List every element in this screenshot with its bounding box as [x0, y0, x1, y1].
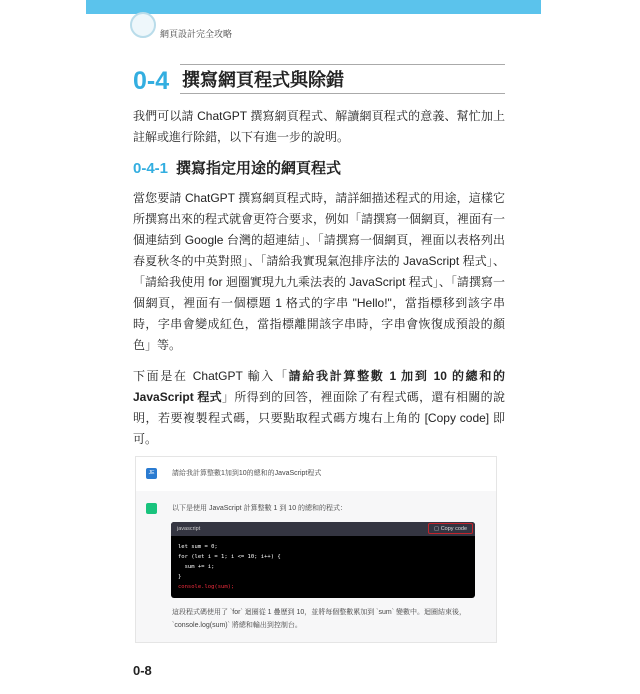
- subsection-heading: [133, 158, 505, 180]
- answer-explanation: 這段程式碼使用了 `for` 迴圈從 1 疊歷到 10，並將每個整數累加到 `sum` 變數中。迴圈結束後，`console.log(sum)` 將總和輸出到控制台。: [172, 609, 467, 629]
- copy-code-label: Copy code: [440, 526, 467, 532]
- code-line: sum += i;: [178, 564, 215, 570]
- user-message: [136, 457, 496, 491]
- code-header: [171, 522, 475, 536]
- code-line: }: [178, 574, 182, 580]
- text: 」所得到的回答，裡面除了有程式碼，還有相關的說明，若要複製程式碼，只要點取程式碼方塊右上角的 [Copy code] 即可。: [133, 390, 505, 446]
- chatgpt-logo-icon: [146, 503, 157, 514]
- body-paragraph: 當您要請 ChatGPT 撰寫網頁程式時，請詳細描述程式的用途，這樣它所撰寫出來的程式就會更符合要求，例如「請撰寫一個網頁，裡面有一個連結到 Google 台灣的超連結」、「請撰寫一個網頁，裡面以表格列出春夏秋冬的中英對照」、「請給我實現氣泡排序法的 JavaScript 程式」、「請給我使用 for 迴圈實現九九乘法表的 JavaScript 程式」、「請撰寫一個網頁，裡面有一個標題 1 格式的字串 "Hello!"，當指標移到該字串時，字串會變成紅色，當指標離開該字串時，字串會恢復成預設的顏色」等。: [133, 191, 506, 352]
- answer-intro: 以下是使用 JavaScript 計算整數 1 到 10 的總和的程式：: [172, 505, 348, 512]
- page-content: [133, 0, 505, 678]
- code-block: [171, 522, 475, 598]
- book-title: 網頁設計完全攻略: [160, 29, 233, 39]
- copy-code-button[interactable]: ▢ Copy code: [428, 523, 473, 534]
- code-line: for (let i = 1; i <= 10; i++) {: [178, 554, 281, 560]
- section-heading: [133, 64, 505, 95]
- code-line: console.log(sum);: [178, 584, 235, 590]
- user-avatar: JE: [146, 468, 157, 479]
- chatgpt-screenshot: [135, 456, 497, 643]
- assistant-message: [136, 491, 496, 642]
- question-text: 請給我計算整數1加到10的總和的JavaScript程式: [172, 470, 322, 477]
- intro-paragraph: 我們可以請 ChatGPT 撰寫網頁程式、解讀網頁程式的意義、幫忙加上註解或進行除錯，以下有進一步的說明。: [133, 109, 505, 144]
- body-paragraph-2: [133, 366, 505, 450]
- section-title: 撰寫網頁程式與除錯: [182, 70, 344, 90]
- subsection-title: 撰寫指定用途的網頁程式: [176, 160, 342, 177]
- page-number: 0-8: [133, 663, 152, 678]
- text: 下面是在 ChatGPT 輸入「: [133, 369, 289, 383]
- code-line: let sum = 0;: [178, 544, 218, 550]
- section-number: 0-4: [133, 67, 170, 95]
- code-language: javascript: [177, 526, 201, 532]
- bold-prompt: 請給我計算整數 1 加到 10 的總和的 JavaScript 程式: [133, 369, 506, 404]
- subsection-number: 0-4-1: [133, 160, 169, 177]
